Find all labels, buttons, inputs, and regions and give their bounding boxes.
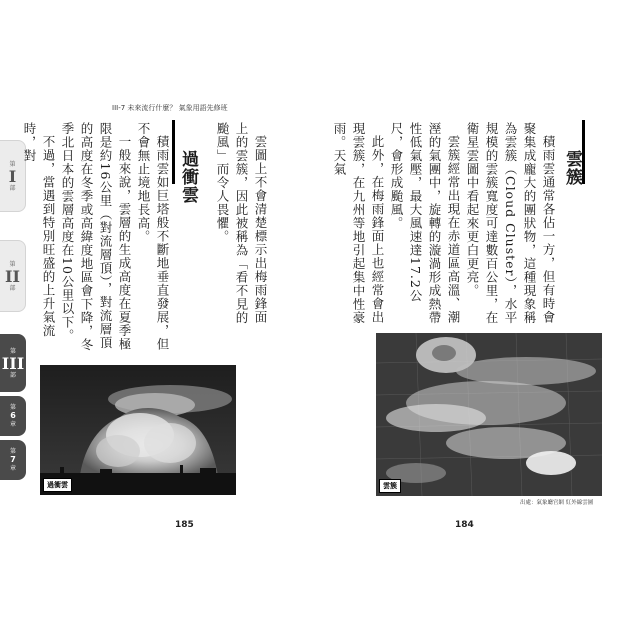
tab-number: III	[1, 353, 25, 373]
right-body-text: 積雨雲通常各佔一方，但有時會聚集成龐大的團狀物，這種現象稱為雲簇（Cloud Cluster），水平規模的雲簇寬度可達數百公里，在衛星雲圖中看起來更白更亮。 雲簇經常出現在赤道區高溫、潮溼的氣團中，旋轉的漩渦形成熱帶性低氣壓，最大風速達17.2公尺，會形成颱風。 此外，在梅雨鋒面上也經常會出現雲簇，在九州等地引起集中性豪雨。天氣	[332, 122, 556, 325]
tab-prefix: 第	[9, 347, 16, 355]
photo-caption-overshooting-top: 過衝雲	[43, 478, 72, 492]
heading-bar-overshoot	[172, 120, 175, 184]
overshooting-top-photo	[40, 365, 236, 495]
tab-suffix: 章	[9, 421, 16, 428]
tab-suffix: 章	[9, 465, 16, 472]
tab-prefix: 第	[9, 404, 16, 411]
cloud-cluster-satellite-photo	[376, 333, 602, 496]
tab-number: II	[5, 266, 20, 286]
image-source-credit: 出處：氣象廳官網 紅外線雲圖	[520, 500, 594, 506]
tab-suffix: 部	[9, 371, 16, 379]
tab-number: 6	[10, 411, 16, 420]
section-heading-overshooting-top: 過衝雲	[178, 150, 198, 204]
page-number-right: 184	[455, 520, 474, 530]
left-body-text: 積雨雲如巨塔般不斷地垂直發展，但不會無止境地長高。 一般來說，雲層的生成高度在夏季極限是約16公里（對流層頂），對流層頂的高度在冬季或高緯度地區會下降，冬季北日本的雲層高度在10公里以下。 不過，當遇到特別旺盛的上升氣流時，對	[22, 122, 170, 352]
left-top-paragraph: 雲圖上不會清楚標示出梅雨鋒面上的雲簇，因此被稱為「看不見的颱風」而令人畏懼。	[215, 122, 268, 325]
tab-number: 7	[10, 455, 16, 464]
cumulonimbus-image	[40, 365, 236, 495]
photo-caption-cloud-cluster: 雲簇	[379, 479, 401, 493]
tab-suffix: 部	[9, 284, 16, 292]
running-header: III-7 未來流行什麼？ 氣象用語先修班	[112, 104, 228, 112]
tab-number: I	[8, 166, 17, 186]
part-tab-4[interactable]	[0, 440, 26, 480]
section-heading-cloud-cluster: 雲簇	[562, 150, 582, 186]
tab-prefix: 第	[9, 448, 16, 455]
tab-suffix: 部	[9, 184, 16, 192]
satellite-image	[376, 333, 602, 496]
part-tab-3[interactable]	[0, 396, 26, 436]
tab-prefix: 第	[9, 260, 16, 268]
page-number-left: 185	[175, 520, 194, 530]
tab-prefix: 第	[9, 160, 16, 168]
